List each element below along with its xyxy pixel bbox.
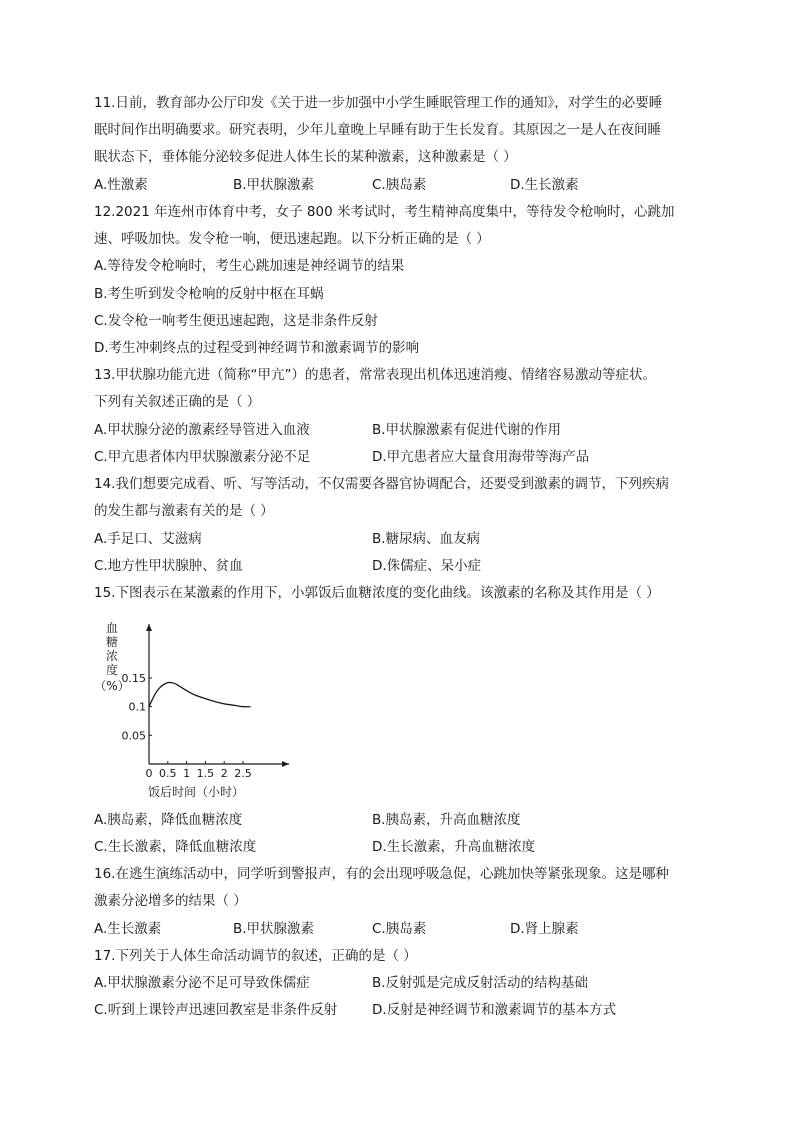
q12-option-a: A.等待发令枪响时，考生心跳加速是神经调节的结果 — [94, 258, 405, 274]
q17-option-c: C.听到上课铃声迅速回教室是非条件反射 — [94, 1002, 338, 1018]
x-tick-label: 0 — [145, 767, 153, 780]
blood-sugar-chart — [94, 616, 314, 804]
q15-option-c: C.生长激素，降低血糖浓度 — [94, 839, 257, 855]
q15-option-d: D.生长激素，升高血糖浓度 — [372, 839, 536, 855]
q13-option-b: B.甲状腺激素有促进代谢的作用 — [372, 422, 562, 438]
q17-option-b: B.反射弧是完成反射活动的结构基础 — [372, 975, 589, 991]
q14-option-c: C.地方性甲状腺肿、贫血 — [94, 558, 243, 574]
x-tick-label: 2.5 — [234, 767, 252, 780]
y-axis-unit: （%） — [94, 679, 130, 693]
x-tick-label: 0.5 — [159, 767, 177, 780]
q16-option-d: D.肾上腺素 — [510, 921, 579, 937]
q15-option-a: A.胰岛素，降低血糖浓度 — [94, 812, 243, 828]
q14-option-a: A.手足口、艾滋病 — [94, 531, 202, 547]
x-axis-arrow — [282, 761, 289, 767]
q15-option-b: B.胰岛素，升高血糖浓度 — [372, 812, 521, 828]
q11-line-1: 11.日前，教育部办公厅印发《关于进一步加强中小学生睡眠管理工作的通知》，对学生的必要睡 — [94, 95, 663, 111]
q16-line-2: 激素分泌增多的结果（ ） — [94, 893, 247, 909]
q11-option-a: A.性激素 — [94, 177, 148, 193]
y-axis-label-char: 糖 — [105, 635, 119, 649]
y-axis-label-char: 度 — [105, 663, 119, 677]
q14-option-b: B.糖尿病、血友病 — [372, 531, 481, 547]
q12-option-b: B.考生听到发令枪响的反射中枢在耳蜗 — [94, 286, 324, 302]
q16-option-b: B.甲状腺激素 — [233, 921, 315, 937]
q14-line-1: 14.我们想要完成看、听、写等活动，不仅需要各器官协调配合，还要受到激素的调节，下列疾病 — [94, 476, 669, 492]
q14-option-d: D.侏儒症、呆小症 — [372, 558, 482, 574]
q12-option-d: D.考生冲刺终点的过程受到神经调节和激素调节的影响 — [94, 340, 420, 356]
q12-option-c: C.发令枪一响考生便迅速起跑，这是非条件反射 — [94, 313, 378, 329]
q17-line-1: 17.下列关于人体生命活动调节的叙述，正确的是（ ） — [94, 948, 417, 964]
q13-line-1: 13.甲状腺功能亢进（简称“甲亢”）的患者，常常表现出机体迅速消瘦、情绪容易激动等症状。 — [94, 367, 656, 383]
q14-line-2: 的发生都与激素有关的是（ ） — [94, 503, 274, 519]
blood-sugar-curve — [149, 682, 251, 706]
q13-option-c: C.甲亢患者体内甲状腺激素分泌不足 — [94, 449, 311, 465]
q13-option-d: D.甲亢患者应大量食用海带等海产品 — [372, 449, 590, 465]
q12-line-2: 速、呼吸加快。发令枪一响，便迅速起跑。以下分析正确的是（ ） — [94, 231, 490, 247]
q16-option-c: C.胰岛素 — [372, 921, 427, 937]
q16-option-a: A.生长激素 — [94, 921, 162, 937]
y-axis-label-char: 浓 — [105, 649, 119, 663]
x-axis-label: 饭后时间（小时） — [147, 785, 245, 799]
q11-option-d: D.生长激素 — [510, 177, 579, 193]
q17-option-a: A.甲状腺激素分泌不足可导致侏儒症 — [94, 975, 310, 991]
y-tick-label: 0.15 — [121, 672, 146, 685]
q13-line-2: 下列有关叙述正确的是（ ） — [94, 394, 261, 410]
q17-option-d: D.反射是神经调节和激素调节的基本方式 — [372, 1002, 617, 1018]
q15-line-1: 15.下图表示在某激素的作用下，小郭饭后血糖浓度的变化曲线。该激素的名称及其作用是（ ） — [94, 585, 660, 601]
y-tick-label: 0.1 — [128, 700, 146, 714]
q13-option-a: A.甲状腺分泌的激素经导管进入血液 — [94, 422, 310, 438]
x-tick-label: 2 — [220, 767, 228, 780]
x-tick-label: 1 — [183, 767, 191, 780]
y-axis-arrow — [146, 624, 152, 631]
q11-line-2: 眠时间作出明确要求。研究表明，少年儿童晚上早睡有助于生长发育。其原因之一是人在夜间睡 — [94, 122, 661, 138]
x-tick-label: 1.5 — [196, 767, 215, 780]
q11-line-3: 眠状态下，垂体能分泌较多促进人体生长的某种激素，这种激素是（ ） — [94, 149, 517, 165]
chart-axes — [146, 624, 289, 767]
q11-option-c: C.胰岛素 — [372, 177, 427, 193]
q11-option-b: B.甲状腺激素 — [233, 177, 315, 193]
q16-line-1: 16.在逃生演练活动中，同学听到警报声，有的会出现呼吸急促，心跳加快等紧张现象。这是哪种 — [94, 866, 669, 882]
y-tick-label: 0.05 — [121, 729, 146, 743]
y-axis-label-char: 血 — [105, 621, 119, 635]
q12-line-1: 12.2021 年连州市体育中考，女子 800 米考试时，考生精神高度集中，等待发令枪响时，心跳加 — [94, 204, 675, 220]
